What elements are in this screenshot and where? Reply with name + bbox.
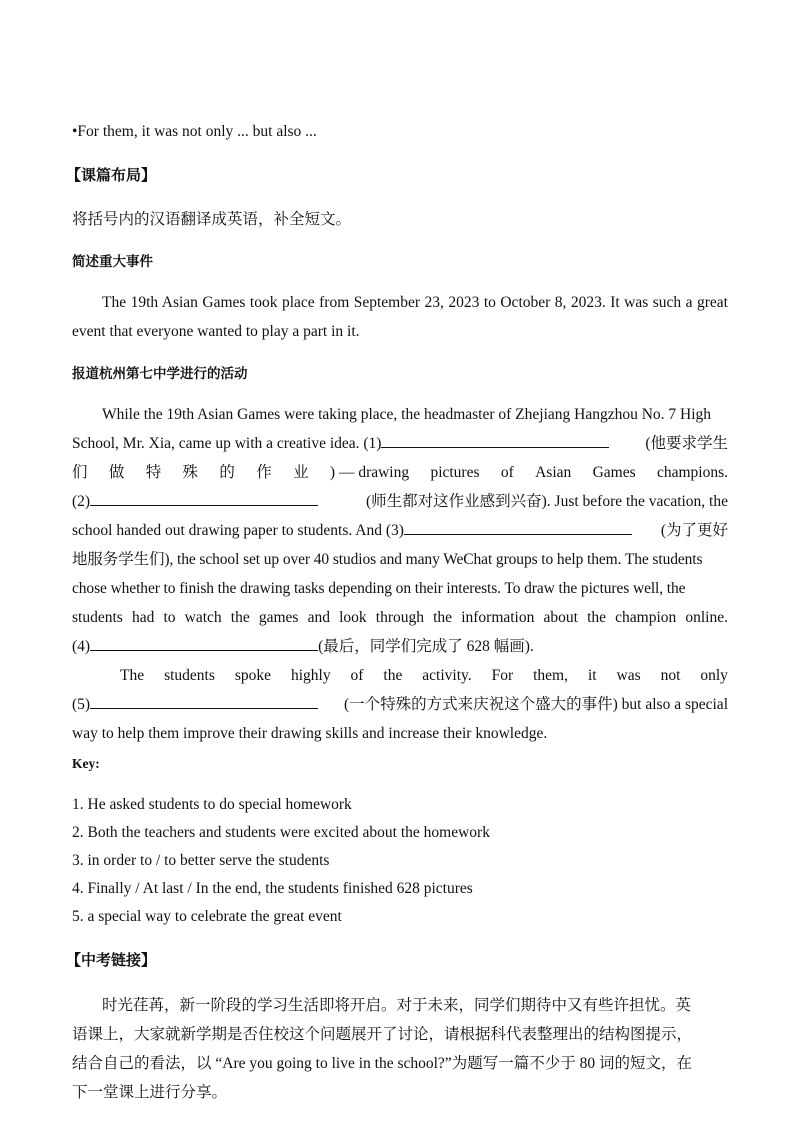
p1-line8-word: champion xyxy=(615,609,677,626)
p2-line1-word: activity. xyxy=(422,667,472,684)
sub1-title: 简述重大事件 xyxy=(72,253,153,269)
p1-line8-word: the xyxy=(433,609,453,626)
p2-line1-word: was xyxy=(616,667,641,684)
p1-line3-word: 的 xyxy=(219,464,235,481)
key-item: 1. He asked students to do special homework xyxy=(72,795,352,813)
p1-line8-word: information xyxy=(461,609,535,626)
section-layout-instruction: 将括号内的汉语翻译成英语，补全短文。 xyxy=(72,211,352,228)
p2-line1-word: not xyxy=(660,667,681,684)
p1-line2-text: School, Mr. Xia, came up with a creative idea. (1) xyxy=(72,435,382,452)
p1-line5-hint: (为了更好 xyxy=(660,522,728,539)
p1-line5-text: school handed out drawing paper to students. And (3) xyxy=(72,522,404,539)
answer-blank-3[interactable] xyxy=(404,518,632,535)
p2-line1 xyxy=(72,661,728,690)
section-layout-title: 【课篇布局】 xyxy=(66,168,157,184)
key-item: 2. Both the teachers and students were excited about the homework xyxy=(72,823,490,841)
p1-line8-word: about xyxy=(543,609,578,626)
p2-line1-word: of xyxy=(350,667,364,684)
link-line1: 时光荏苒，新一阶段的学习生活即将开启。对于未来，同学们期待中又有些许担忧。英 xyxy=(102,996,692,1014)
p1-line8-word: had xyxy=(131,609,155,626)
p1-line4-label: (2) xyxy=(72,493,91,510)
p1-line8-word: to xyxy=(163,609,176,626)
p1-line3-word: of xyxy=(500,464,514,481)
p1-line3-word: champions. xyxy=(656,464,728,481)
p1-line8-word: students xyxy=(72,609,123,626)
p2-line2-label: (5) xyxy=(72,696,91,713)
p1-line8-word: the xyxy=(230,609,250,626)
key-item: 4. Finally / At last / In the end, the students finished 628 pictures xyxy=(72,879,473,897)
p1-line9-hint: (最后，同学们完成了 628 幅画). xyxy=(318,638,534,655)
p1-line8 xyxy=(72,603,728,632)
p2-line1-word: only xyxy=(700,667,728,684)
p1-line4 xyxy=(72,487,728,516)
p1-line1: While the 19th Asian Games were taking place, the headmaster of Zhejiang Hangzhou No. 7 High xyxy=(102,406,712,423)
p1-line8-word: games xyxy=(258,609,299,626)
key-list xyxy=(72,791,728,931)
p2-line1-word: the xyxy=(383,667,403,684)
p2-line1-word: it xyxy=(587,667,597,684)
p1-line8-word: watch xyxy=(184,609,222,626)
p2-line1-word: The xyxy=(120,667,145,684)
p1-line9 xyxy=(72,632,728,661)
p2-line2 xyxy=(72,690,728,719)
p2-line1-word: spoke xyxy=(234,667,271,684)
section-link-title: 【中考链接】 xyxy=(66,952,157,969)
answer-blank-1[interactable] xyxy=(381,431,609,448)
link-line3: 结合自己的看法，以 “Are you going to live in the school?”为题写一篇不少于 80 词的短文，在 xyxy=(72,1054,692,1072)
p2-line1-word: highly xyxy=(290,667,331,684)
p1-line3-word: Games xyxy=(592,464,636,481)
intro-line: •For them, it was not only ... but also ... xyxy=(72,123,317,140)
section-link-paragraph xyxy=(72,991,728,1107)
sub2-title: 报道杭州第七中学进行的活动 xyxy=(72,365,248,381)
link-line2: 语课上，大家就新学期是否住校这个问题展开了讨论，请根据科代表整理出的结构图提示， xyxy=(72,1025,693,1043)
p1-line3-word: 做 xyxy=(108,464,125,481)
p1-line3-word: 作 xyxy=(256,464,272,481)
document-page xyxy=(66,118,728,1107)
answer-blank-4[interactable] xyxy=(90,634,318,651)
p1-line3-word: 们 xyxy=(72,464,88,481)
p1-line8-word: look xyxy=(339,609,367,626)
passage-paragraph-2 xyxy=(72,661,728,748)
p1-line3 xyxy=(72,458,728,487)
p2-line1-word: For xyxy=(491,667,514,684)
p2-line1-word: students xyxy=(164,667,215,684)
p1-line5 xyxy=(72,516,728,545)
sub1-paragraph: The 19th Asian Games took place from September 23, 2023 to October 8, 2023. It was such a great event that everyone wanted to play a part in it. xyxy=(72,294,728,340)
p1-line6: 地服务学生们), the school set up over 40 studios and many WeChat groups to help them. The students xyxy=(72,551,703,568)
p1-line3-word: ) — drawing xyxy=(329,464,410,481)
p1-line8-word: the xyxy=(587,609,606,626)
p1-line3-word: pictures xyxy=(430,464,480,481)
p1-line2-hint: (他要求学生 xyxy=(645,435,728,452)
p2-line1-word: them, xyxy=(533,667,568,684)
p1-line9-label: (4) xyxy=(72,638,91,655)
p1-line3-word: 特 xyxy=(145,464,162,481)
p1-line8-word: online. xyxy=(685,609,728,626)
answer-blank-5[interactable] xyxy=(90,692,318,709)
p1-line3-word: 殊 xyxy=(182,464,199,481)
answer-blank-2[interactable] xyxy=(90,489,318,506)
p1-line3-word: 业 xyxy=(293,464,309,481)
p2-line3: way to help them improve their drawing skills and increase their knowledge. xyxy=(72,725,548,742)
p2-line2-hint: (一个特殊的方式来庆祝这个盛大的事件) but also a special xyxy=(343,696,728,713)
p1-line8-word: and xyxy=(307,609,330,626)
p1-line8-word: through xyxy=(375,609,424,626)
key-item: 3. in order to / to better serve the students xyxy=(72,851,330,869)
passage-paragraph-1 xyxy=(72,400,728,661)
p1-line2 xyxy=(72,429,728,458)
key-title: Key: xyxy=(72,756,100,771)
p1-line7: chose whether to finish the drawing tasks depending on their interests. To draw the pictures well, the xyxy=(72,580,686,597)
key-item: 5. a special way to celebrate the great event xyxy=(72,907,342,925)
p1-line4-hint: (师生都对这作业感到兴奋). Just before the vacation, the xyxy=(365,493,728,510)
p1-line3-word: Asian xyxy=(535,464,572,481)
link-line4: 下一堂课上进行分享。 xyxy=(72,1083,228,1101)
